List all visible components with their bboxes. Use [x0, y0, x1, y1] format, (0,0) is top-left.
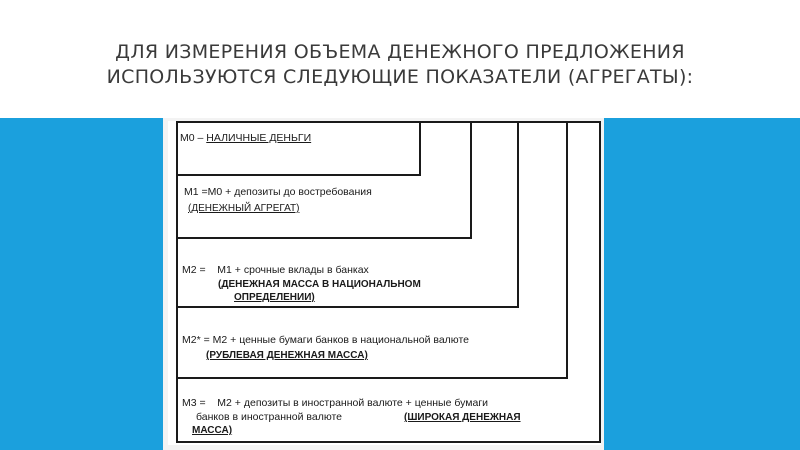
diagram-sheet [168, 121, 601, 445]
m2-note-line-2: ОПРЕДЕЛЕНИИ) [234, 292, 315, 303]
m0-label [180, 132, 311, 145]
m2-star-definition: М2* = М2 + ценные бумаги банков в национальной валюте [182, 334, 469, 346]
box-m0 [176, 121, 421, 176]
m2-star-note: (РУБЛЕВАЯ ДЕНЕЖНАЯ МАССА) [206, 350, 368, 361]
slide-title-line-2: ИСПОЛЬЗУЮТСЯ СЛЕДУЮЩИЕ ПОКАЗАТЕЛИ (АГРЕГАТЫ): [106, 66, 694, 88]
m1-definition: М1 =М0 + депозиты до востребования [184, 186, 372, 198]
m3-note-line-1: (ШИРОКАЯ ДЕНЕЖНАЯ [404, 412, 521, 423]
m3-definition-line-1: М3 = М2 + депозиты в иностранной валюте + ценные бумаги [182, 397, 489, 409]
slide-title-line-1: ДЛЯ ИЗМЕРЕНИЯ ОБЪЕМА ДЕНЕЖНОГО ПРЕДЛОЖЕНИЯ [115, 41, 685, 63]
slide-title [0, 40, 800, 90]
m3-definition-line-2: банков в иностранной валюте [196, 411, 343, 423]
aggregates-diagram [163, 118, 604, 450]
m0-definition: М0 – [180, 132, 207, 144]
m3-note-line-2: МАССА) [192, 425, 233, 436]
m2-note-line-1: (ДЕНЕЖНАЯ МАССА В НАЦИОНАЛЬНОМ [218, 279, 421, 290]
m0-note: НАЛИЧНЫЕ ДЕНЬГИ [206, 132, 312, 144]
m2-definition: М2 = М1 + срочные вклады в банках [182, 264, 369, 276]
m1-note: (ДЕНЕЖНЫЙ АГРЕГАТ) [188, 203, 300, 214]
